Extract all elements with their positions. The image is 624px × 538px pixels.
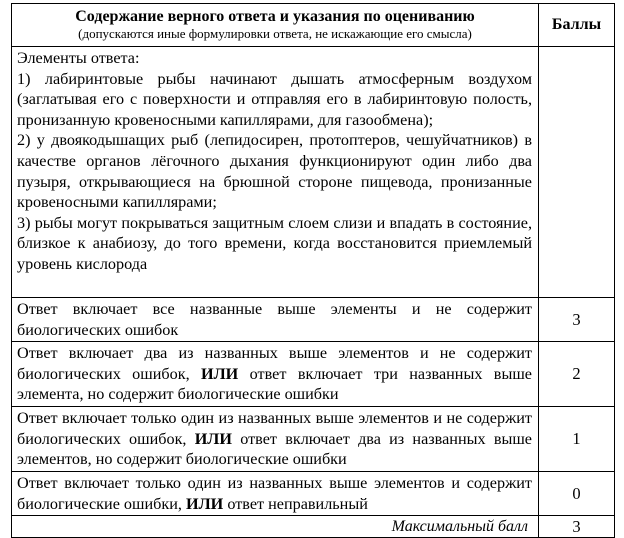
criterion-score: 2 bbox=[539, 342, 615, 407]
criterion-text-cell bbox=[12, 298, 539, 342]
criterion-score: 3 bbox=[539, 298, 615, 342]
criterion-text-after: ответ неправильный bbox=[223, 494, 368, 513]
answer-elements-cell bbox=[12, 47, 539, 298]
criterion-row bbox=[12, 472, 615, 516]
criterion-score: 1 bbox=[539, 407, 615, 472]
answer-element-2: 2) у двоякодышащих рыб (лепидосирен, протоптеров, чешуйчатников) в качестве органов лёгочного дыхания функционируют один либо два пузыря, открывающиеся на брюшной стороне пищевода, пронизанные кровеносными капиллярами; bbox=[17, 131, 532, 212]
scoring-table bbox=[11, 3, 615, 538]
max-score-value: 3 bbox=[539, 516, 615, 538]
criterion-or-label: ИЛИ bbox=[186, 494, 224, 513]
header-title: Содержание верного ответа и указания по оцениванию bbox=[75, 8, 475, 25]
answer-intro: Элементы ответа: bbox=[17, 49, 140, 67]
answer-elements-row bbox=[12, 47, 615, 298]
header-row bbox=[12, 4, 615, 47]
criterion-text-before: Ответ включает только один из названных выше элементов и содержит биологические ошибки, bbox=[17, 474, 532, 513]
criterion-text-before: Ответ включает все названные выше элементы и не содержит биологических ошибок bbox=[17, 300, 532, 339]
criterion-text bbox=[17, 343, 532, 405]
criterion-text bbox=[17, 408, 532, 470]
criterion-row bbox=[12, 407, 615, 472]
answer-elements-score-cell bbox=[539, 47, 615, 298]
criterion-or-label: ИЛИ bbox=[201, 364, 239, 383]
criterion-text-before: Ответ включает два из названных выше элементов и не содержит биологических ошибок, bbox=[17, 344, 532, 383]
criterion-text bbox=[17, 473, 532, 514]
max-score-row bbox=[12, 516, 615, 538]
criterion-or-label: ИЛИ bbox=[194, 429, 232, 448]
answer-element-3: 3) рыбы могут покрываться защитным слоем слизи и впадать в состояние, близкое к анабиозу, до того времени, когда восстановится приемлемый уровень кислорода bbox=[17, 213, 532, 273]
criterion-text bbox=[17, 299, 532, 340]
answer-element-1: 1) лабиринтовые рыбы начинают дышать атмосферным воздухом (заглатывая его с поверхности и отправляя его в лабиринтовую полость, пронизанную кровеносными капиллярами, для газообмена); bbox=[17, 69, 532, 129]
criterion-row bbox=[12, 342, 615, 407]
criterion-text-cell bbox=[12, 472, 539, 516]
criterion-text-after: ответ включает три названных выше элемента, но содержит биологические ошибки bbox=[17, 364, 532, 404]
header-subtitle: (допускаются иные формулировки ответа, не искажающие его смысла) bbox=[78, 26, 472, 41]
criterion-score: 0 bbox=[539, 472, 615, 516]
max-score-label: Максимальный балл bbox=[12, 516, 539, 538]
criterion-text-after: ответ включает два из названных выше элементов, но содержит биологические ошибки bbox=[17, 429, 532, 469]
criterion-text-cell bbox=[12, 342, 539, 407]
criterion-row bbox=[12, 298, 615, 342]
header-points: Баллы bbox=[539, 4, 615, 47]
criterion-text-before: Ответ включает только один из названных выше элементов и не содержит биологических ошибок, bbox=[17, 409, 532, 448]
criterion-text-cell bbox=[12, 407, 539, 472]
header-content-cell bbox=[12, 4, 539, 47]
